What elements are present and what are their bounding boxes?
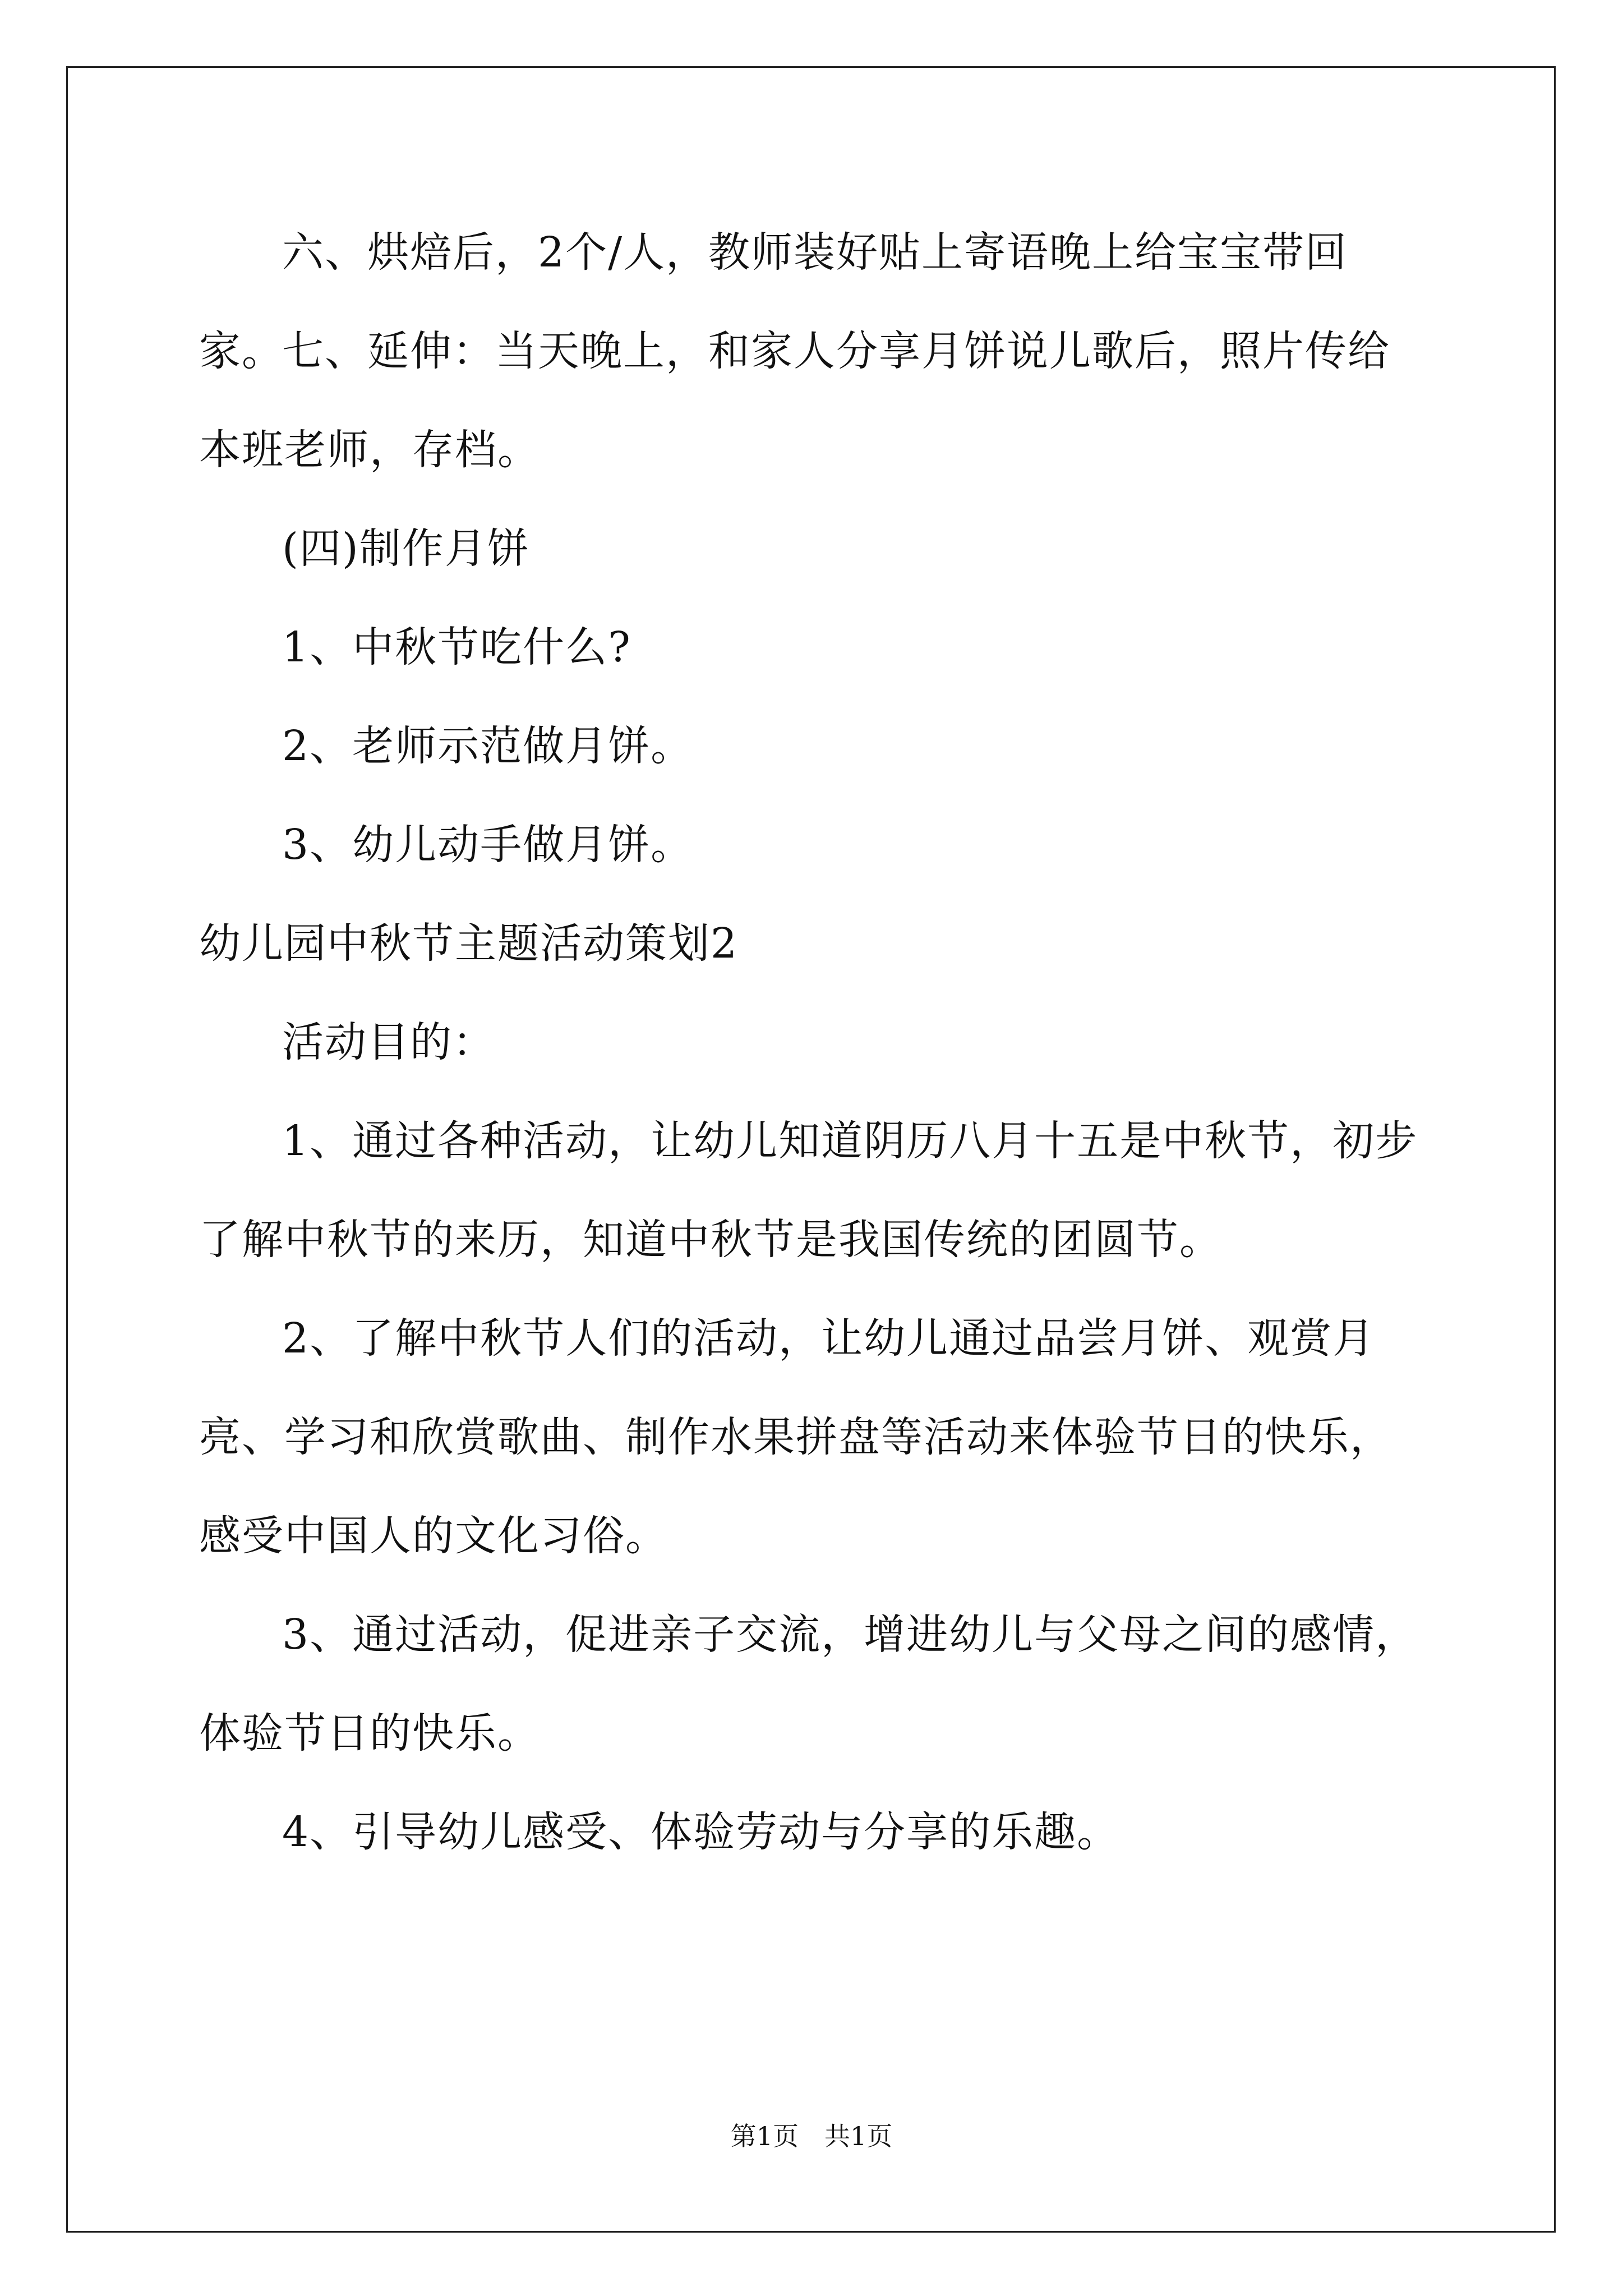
- paragraph-5: [199, 697, 1432, 795]
- paragraph-10: [199, 1585, 1432, 1783]
- page-footer: 第1页 共1页: [730, 2121, 893, 2151]
- paragraph-9-text: 2、了解中秋节人们的活动，让幼儿通过品尝月饼、观赏月亮、学习和欣赏歌曲、制作水果拼盘等活动来体验节日的快乐，感受中国人的文化习俗。: [199, 1314, 1393, 1560]
- paragraph-8: [199, 1092, 1432, 1289]
- paragraph-3-text: (四)制作月饼: [282, 524, 530, 573]
- paragraph-5-text: 2、老师示范做月饼。: [282, 722, 694, 770]
- paragraph-6: [199, 795, 1432, 894]
- paragraph-2-text: 七、延伸：当天晚上，和家人分享月饼说儿歌后，照片传给本班老师，存档。: [199, 327, 1390, 474]
- paragraph-6-text: 3、幼儿动手做月饼。: [282, 821, 694, 869]
- section-heading: [199, 894, 1432, 993]
- paragraph-8-text: 1、通过各种活动，让幼儿知道阴历八月十五是中秋节，初步了解中秋节的来历，知道中秋节是我国传统的团圆节。: [199, 1117, 1418, 1264]
- section-heading-text: 幼儿园中秋节主题活动策划2: [199, 919, 739, 968]
- paragraph-3: [199, 499, 1432, 598]
- paragraph-10-text: 3、通过活动，促进亲子交流，增进幼儿与父母之间的感情，体验节日的快乐。: [199, 1611, 1418, 1757]
- paragraph-4: [199, 598, 1432, 697]
- paragraph-2: [199, 302, 1432, 499]
- paragraph-7-text: 活动目的：: [282, 1018, 495, 1066]
- paragraph-11: [199, 1783, 1432, 1881]
- paragraph-11-text: 4、引导幼儿感受、体验劳动与分享的乐趣。: [282, 1808, 1120, 1856]
- paragraph-4-text: 1、中秋节吃什么?: [282, 623, 631, 671]
- paragraph-7: [199, 993, 1432, 1092]
- paragraph-9: [199, 1289, 1432, 1585]
- paragraph-1-text: 六、烘焙后，2个/人，教师装好贴上寄语晚上给宝宝带回家。: [199, 228, 1348, 375]
